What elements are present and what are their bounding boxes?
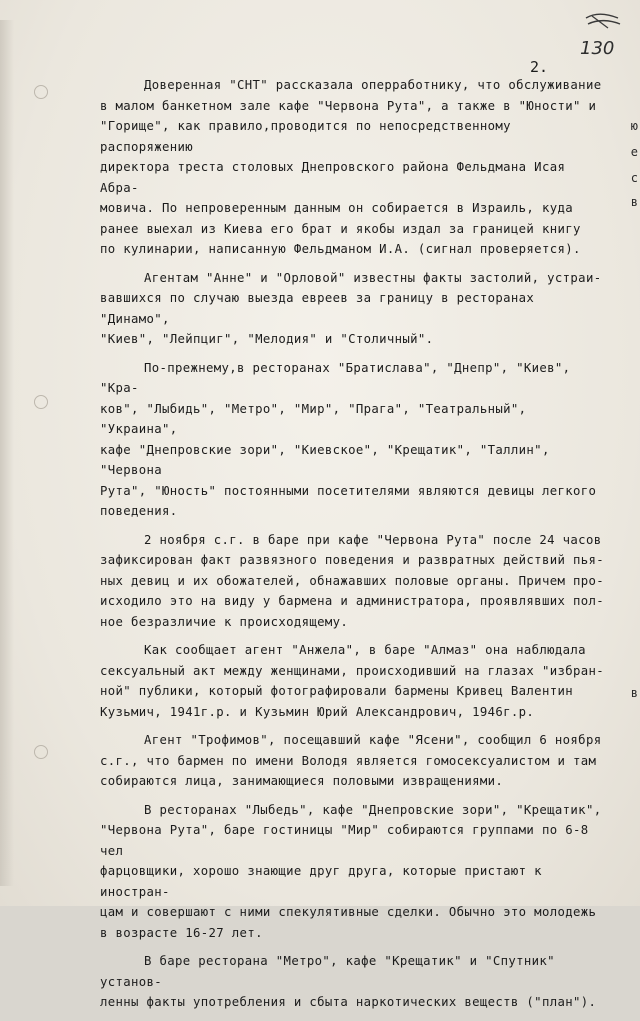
page-shadow-edge [0,20,14,886]
margin-mark: е [630,145,638,159]
paragraph: Агент "Трофимов", посещавший кафе "Ясени", сообщил 6 ноября с.г., что бармен по имени Володя является гомосексуалистом и там собираются лица, занимающиеся половыми извращениями. [100,733,602,788]
paragraph: Агентам "Анне" и "Орловой" известны факты застолий, устраи- вавшихся по случаю выезда евреев за границу в ресторанах "Динамо", "Киев", "Лейпциг", "Мелодия" и "Столичный". [100,270,602,346]
margin-mark: ю [630,119,638,133]
paragraph: По-прежнему,в ресторанах "Братислава", "Днепр", "Киев", "Кра- ков", "Лыбидь", "Метро", "Мир", "Прага", "Театральный", "Украина", кафе "Днепровские зори", "Киевское", "Крещатик", "Таллин", "Червона Рута", "Юность" постоянными посетителями являются девицы легкого поведения. [100,360,597,518]
binder-hole [34,745,48,759]
binder-hole [34,85,48,99]
handwritten-number: 130 [580,38,615,59]
binder-hole [34,395,48,409]
body-text [100,75,610,1021]
paragraph: Как сообщает агент "Анжела", в баре "Алмаз" она наблюдала сексуальный акт между женщинами, происходивший на глазах "избран- ной" публики, который фотографировали бармены Кривец Валентин Кузьмич, 1941г.р. и Кузьмин Юрий Александрович, 1946г.р. [100,643,604,719]
margin-mark: в [630,686,638,700]
paragraph: 2 ноября с.г. в баре при кафе "Червона Рута" после 24 часов зафиксирован факт развязного поведения и развратных действий пья- ных девиц и их обожателей, обнажавших половые органы. Причем про- исходило это на виду у бармена и администратора, проявлявших пол- ное безразличие к происходящему. [100,532,604,629]
paragraph: Доверенная "СНТ" рассказала оперработнику, что обслуживание в малом банкетном зале кафе "Червона Рута", а также в "Юности" и "Горище", как правило,проводится по непосредственному распоряжению директора треста столовых Днепровского района Фельдмана Исая Абра- мовича. По непроверенным данным он собирается в Израиль, куда ранее выехал из Киева его брат и якобы издал за границей книгу по кулинарии, написанную Фельдманом И.А. (сигнал проверяется). [100,78,602,256]
page-number: 2. [530,58,549,76]
margin-mark: с [630,171,638,185]
margin-mark: в [630,195,638,209]
paragraph: В баре ресторана "Метро", кафе "Крещатик" и "Спутник" установ- ленны факты употребления и сбыта наркотических веществ ("план"). [100,954,597,1009]
paragraph: В ресторанах "Лыбедь", кафе "Днепровские зори", "Крещатик", "Червона Рута", баре гостиницы "Мир" собираются группами по 6-8 чел фарцовщики, хорошо знающие друг друга, которые пристают к иностран- цам и совершают с ними спекулятивные сделки. Обычно это молодежь в возрасте 16-27 лет. [100,802,602,940]
handwritten-archive-number [578,10,628,60]
